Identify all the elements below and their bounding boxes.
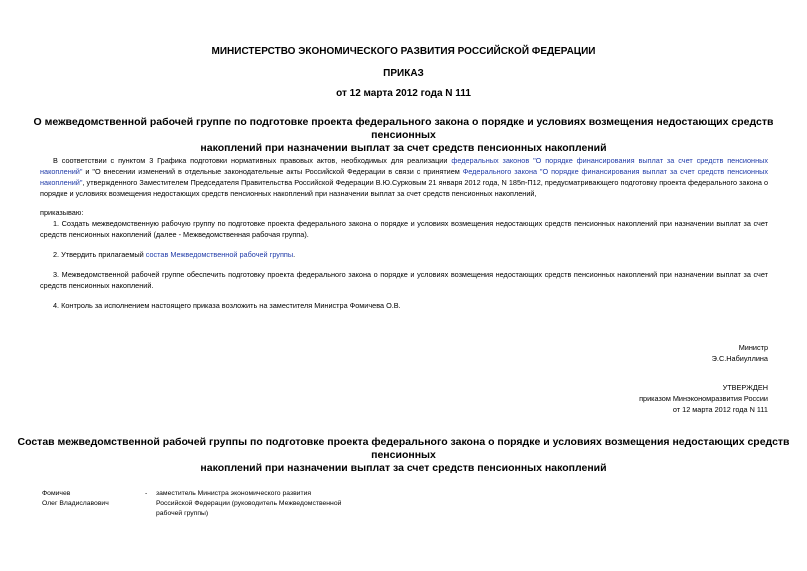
document-title [0, 116, 807, 155]
federal-laws-link[interactable]: федеральных законов "О порядке финансирования выплат за счет средств пенсионных накоплений" [40, 156, 768, 176]
item-2-text: 2. Утвердить прилагаемый [53, 250, 146, 259]
signature-block [712, 342, 768, 364]
member-role [156, 489, 341, 519]
item-1: 1. Создать межведомственную рабочую группу по подготовке проекта федерального закона о порядке и условиях возмещения недостающих средств пенсионных накоплений при назначении выплат за счет средств пенсионных накоплений (далее - Межведомственная рабочая группа). [40, 219, 768, 239]
approval-line-2: приказом Минэкономразвития России [639, 394, 768, 403]
item-4: 4. Контроль за исполнением настоящего приказа возложить на заместителя Министра Фомичева О.В. [53, 301, 401, 310]
document-type: ПРИКАЗ [383, 68, 424, 79]
ministry-heading: МИНИСТЕРСТВО ЭКОНОМИЧЕСКОГО РАЗВИТИЯ РОССИЙСКОЙ ФЕДЕРАЦИИ [211, 46, 596, 57]
document-date-number: от 12 марта 2012 года N 111 [336, 88, 471, 99]
document-title-line1: О межведомственной рабочей группе по подготовке проекта федерального закона о порядке и условиях возмещения недостающих средств пенсионных [33, 116, 774, 141]
preamble-text-1: В соответствии с пунктом 3 Графика подготовки нормативных правовых актов, необходимых для реализации [53, 156, 452, 165]
member-role-line1: заместитель Министра экономического развития [156, 490, 312, 497]
document-title-line2: накоплений при назначении выплат за счет средств пенсионных накоплений [200, 142, 607, 154]
approval-block [639, 382, 768, 415]
approval-line-1: УТВЕРЖДЕН [722, 383, 768, 392]
preamble-text-3: , утвержденного Заместителем Председателя Правительства Российской Федерации В.Ю.Сурковым 21 января 2012 года, N 185п-П12, предусматривающего подготовку проекта федерального закона о порядке и условиях возмещения недостающих средств пенсионных накоплений при назначении выплат за счет средств пенсионных накоплений, [40, 178, 768, 198]
composition-title-line1: Состав межведомственной рабочей группы по подготовке проекта федерального закона о порядке и условиях возмещения недостающих средств пенсионных [17, 436, 790, 461]
composition-title [0, 436, 807, 475]
item-3: 3. Межведомственной рабочей группе обеспечить подготовку проекта федерального закона о порядке и условиях возмещения недостающих средств пенсионных накоплений при назначении выплат за счет средств пенсионных накоплений. [40, 270, 768, 290]
signature-name: Э.С.Набиуллина [711, 354, 768, 363]
item-2 [40, 249, 768, 260]
order-word: приказываю: [40, 208, 84, 217]
member-dash: - [145, 490, 148, 497]
approval-line-3: от 12 марта 2012 года N 111 [672, 405, 768, 414]
federal-law-link[interactable]: Федерального закона "О порядке финансирования выплат за счет средств пенсионных накоплений" [40, 167, 768, 187]
member-surname: Фомичев [42, 490, 71, 497]
signature-position: Министр [738, 343, 768, 352]
member-role-line2: Российской Федерации (руководитель Межведомственной [156, 500, 342, 507]
composition-link[interactable]: состав Межведомственной рабочей группы [145, 250, 294, 259]
preamble-text-2: и "О внесении изменений в отдельные законодательные акты Российской Федерации в связи с принятием [82, 167, 463, 176]
member-given-name: Олег Владиславович [42, 500, 109, 507]
composition-title-line2: накоплений при назначении выплат за счет средств пенсионных накоплений [200, 462, 607, 474]
preamble-paragraph [40, 155, 768, 199]
member-name [42, 489, 109, 509]
item-2-suffix: . [293, 250, 296, 259]
member-role-line3: рабочей группы) [156, 510, 209, 517]
